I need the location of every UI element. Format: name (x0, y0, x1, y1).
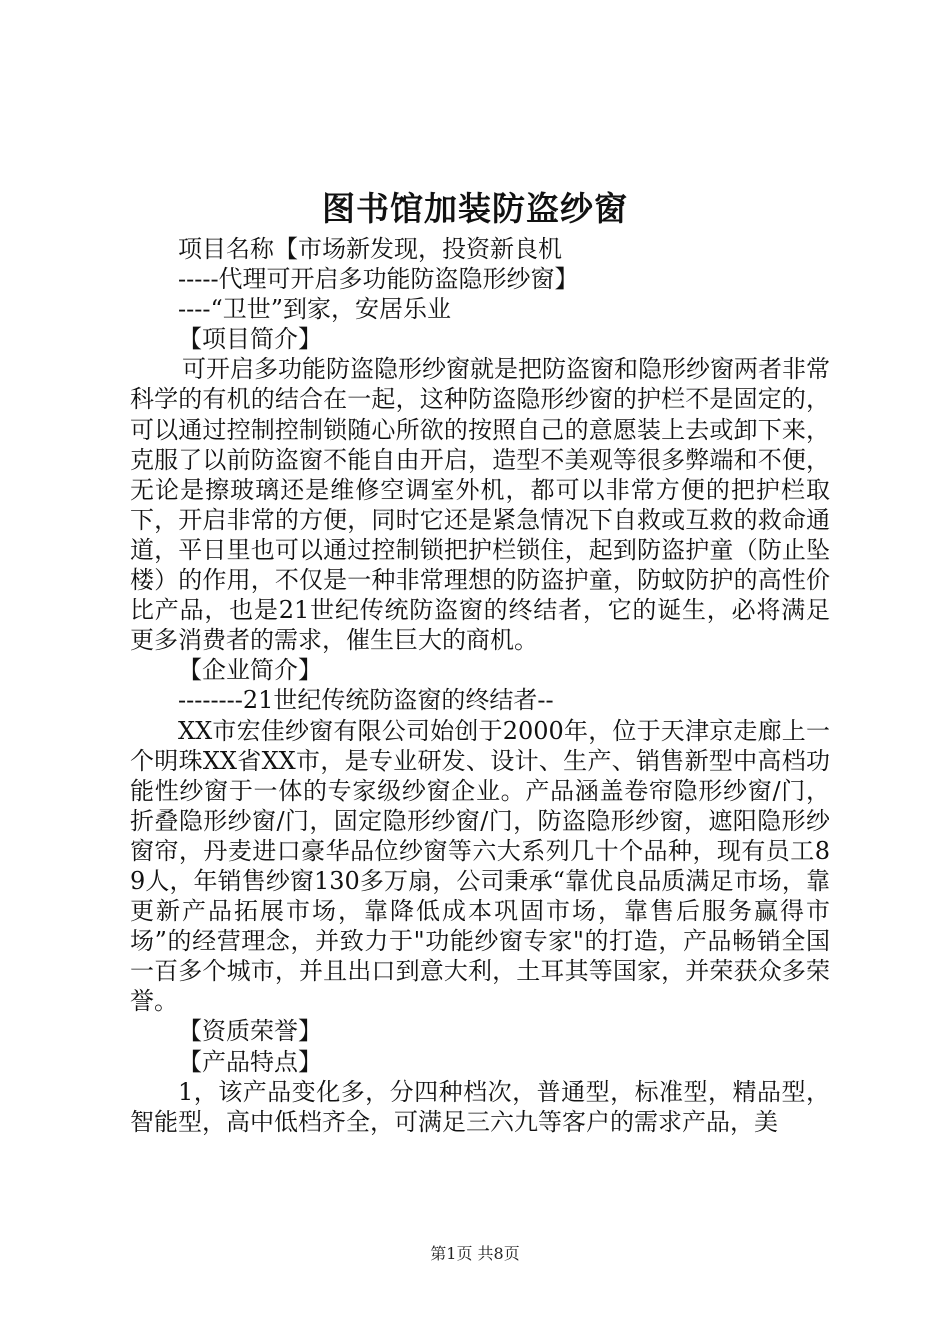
project-name-line-3: ----“卫世”到家，安居乐业 (178, 295, 451, 324)
heading-project-intro: 【项目简介】 (178, 325, 322, 354)
document-body (130, 234, 830, 1137)
heading-company-intro: 【企业简介】 (178, 656, 322, 685)
heading-features: 【产品特点】 (178, 1047, 322, 1076)
page-number-footer: 第1页 共8页 (430, 1244, 520, 1263)
paragraph-project-intro: 可开启多功能防盗隐形纱窗就是把防盗窗和隐形纱窗两者非常科学的有机的结合在一起，这种防盗隐形纱窗的护栏不是固定的，可以通过控制控制锁随心所欲的按照自己的意愿装上去或卸下来，克服了以前防盗窗不能自由开启，造型不美观等很多弊端和不便，无论是擦玻璃还是维修空调室外机，都可以非常方便的把护栏取下，开启非常的方便，同时它还是紧急情况下自救或互救的救命通道，平日里也可以通过控制锁把护栏锁住，起到防盗护童（防止坠楼）的作用，不仅是一种非常理想的防盗护童，防蚊防护的高性价比产品，也是21世纪传统防盗窗的终结者，它的诞生，必将满足更多消费者的需求，催生巨大的商机。 (130, 355, 830, 655)
project-name-line-1: 项目名称【市场新发现，投资新良机 (178, 235, 562, 263)
document-title: 图书馆加装防盗纱窗 (322, 189, 628, 228)
project-name-line-2: -----代理可开启多功能防盗隐形纱窗】 (178, 265, 579, 294)
company-slogan: --------21世纪传统防盗窗的终结者-- (178, 686, 554, 715)
paragraph-features: 1，该产品变化多，分四种档次，普通型，标准型，精品型，智能型，高中低档齐全，可满足三六九等客户的需求产品，美 (130, 1077, 830, 1136)
paragraph-company-intro: XX市宏佳纱窗有限公司始创于2000年，位于天津京走廊上一个明珠XX省XX市，是专业研发、设计、生产、销售新型中高档功能性纱窗于一体的专家级纱窗企业。产品涵盖卷帘隐形纱窗/门，折叠隐形纱窗/门，固定隐形纱窗/门，防盗隐形纱窗，遮阳隐形纱窗帘，丹麦进口豪华品位纱窗等六大系列几十个品种，现有员工89人，年销售纱窗130多万扇，公司秉承“靠优良品质满足市场，靠更新产品拓展市场，靠降低成本巩固市场，靠售后服务赢得市场”的经营理念，并致力于"功能纱窗专家"的打造，产品畅销全国一百多个城市，并且出口到意大利，土耳其等国家，并荣获众多荣誉。 (130, 716, 830, 1016)
heading-honors: 【资质荣誉】 (178, 1017, 322, 1046)
